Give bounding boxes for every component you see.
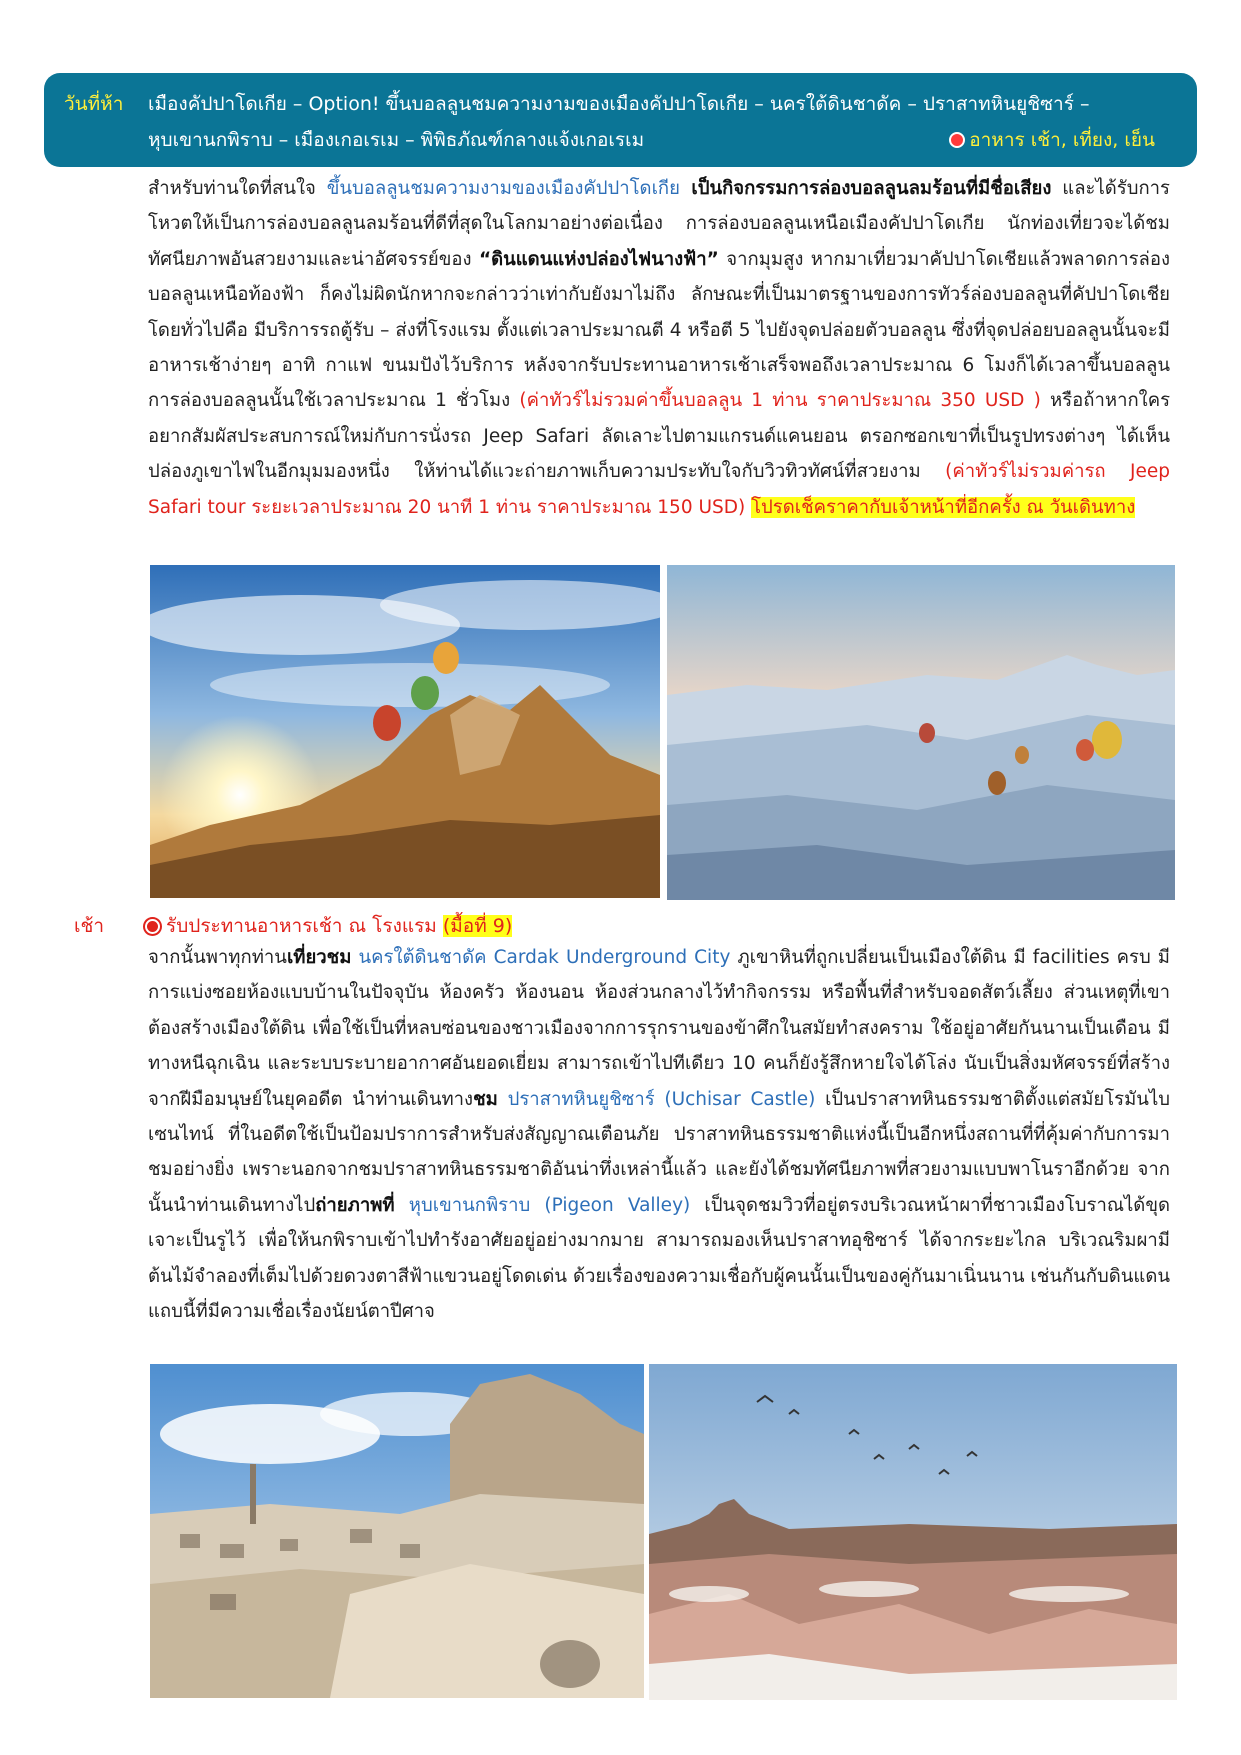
pigeon-valley-link-text: หุบเขานกพิราบ (Pigeon Valley) — [394, 1194, 691, 1216]
sightseeing-paragraph — [148, 940, 1170, 1329]
text-segment: สำหรับท่านใดที่สนใจ — [148, 178, 327, 199]
balloon-paragraph — [148, 171, 1170, 525]
bold-text: เป็นกิจกรรมการล่องบอลลูนลมร้อนที่มีชื่อเสียง — [679, 178, 1052, 199]
itinerary-line-2: หุบเขานกพิราบ – เมืองเกอเรเม – พิพิธภัณฑ์กลางแจ้งเกอเรเม — [148, 129, 645, 151]
breakfast-text: รับประทานอาหารเช้า ณ โรงแรม — [166, 915, 443, 937]
meal-icon — [949, 132, 965, 148]
itinerary-line-1: เมืองคัปปาโดเกีย – Option! ขึ้นบอลลูนชมความงามของเมืองคัปปาโดเกีย – นครใต้ดินชาดัค – ปราสาทหินยูชิซาร์ – — [148, 93, 1090, 115]
meals-text: อาหาร เช้า, เที่ยง, เย็น — [969, 129, 1155, 151]
balloon-link-text: ขึ้นบอลลูนชมความงามของเมืองคัปปาโดเกีย — [326, 178, 680, 199]
meal-number-badge: (มื้อที่ 9) — [442, 915, 513, 937]
cardak-link-text: นครใต้ดินชาดัค Cardak Underground City — [351, 947, 731, 968]
photo-balloons-sunrise — [150, 565, 660, 898]
price-check-highlight: โปรดเช็คราคากับเจ้าหน้าที่อีกครั้ง ณ วันเดินทาง — [751, 496, 1136, 518]
photo-uchisar-town — [150, 1364, 644, 1698]
text-segment: เป็นจุดชมวิวที่อยู่ตรงบริเวณหน้าผาที่ชาวเมืองโบราณได้ขุดเจาะเป็นรูไว้ เพื่อให้นกพิราบเข้าไปทำรังอาศัยอยู่อย่างมากมาย สามารถมองเห็นปราสาทอุชิซาร์ ได้จากระยะไกล บริเวณริมผามีต้นไม้จำลองที่เต็มไปด้วยดวงตาสีฟ้าแขวนอยู่โดดเด่น ด้วยเรื่องของความเชื่อกับผู้คนนั้นเป็นของคู่กันมาเนิ่นนาน เช่นกันกับดินแดนแถบนี้ที่มีความเชื่อเรื่องนัยน์ตาปีศาจ — [148, 1194, 1170, 1323]
meal-icon — [145, 919, 160, 934]
photo-pigeon-valley — [649, 1364, 1177, 1700]
jeep-price-note: (ค่าทัวร์ไม่รวมค่ารถ Jeep Safari tour ระยะเวลาประมาณ 20 นาที 1 ท่าน ราคาประมาณ 150 USD) — [148, 461, 1171, 518]
time-label-morning: เช้า — [74, 915, 105, 937]
bold-text: “ดินแดนแห่งปล่องไฟนางฟ้า” — [478, 248, 719, 270]
day-label: วันที่ห้า — [64, 93, 124, 115]
text-segment: และได้รับการโหวตให้เป็นการล่องบอลลูนลมร้อนที่ดีที่สุดในโลกมาอย่างต่อเนื่อง การล่องบอลลูนเหนือเมืองคัปปาโดเกีย นักท่องเที่ยวจะได้ชมทัศนียภาพอันสวยงามและน่าอัศจรรย์ของ — [148, 178, 1170, 270]
photo-snowy-valley-balloons — [667, 565, 1175, 900]
bold-text: ชม — [473, 1088, 498, 1110]
breakfast-line — [145, 911, 512, 941]
text-segment: ภูเขาหินที่ถูกเปลี่ยนเป็นเมืองใต้ดิน มี facilities ครบ มีการแบ่งซอยห้องแบบบ้านในปัจจุบัน ห้องครัว ห้องนอน ห้องส่วนกลางไว้ทำกิจกรรม หรือพื้นที่สำหรับจอดสัตว์เลี้ยง ส่วนเหตุที่เขาต้องสร้างเมืองใต้ดิน เพื่อใช้เป็นที่หลบซ่อนของชาวเมืองจากการรุกรานของข้าศึกในสมัยทำสงคราม ใช้อยู่อาศัยกันนานเป็นเดือน มีทางหนีฉุกเฉิน และระบบระบายอากาศอันยอดเยี่ยม สามารถเข้าไปทีเดียว 10 คนก็ยังรู้สึกหายใจได้โล่ง นับเป็นสิ่งมหัศจรรย์ที่สร้างจากฝีมือมนุษย์ในยุคอดีต นำท่านเดินทาง — [148, 947, 1170, 1110]
balloon-price-note: (ค่าทัวร์ไม่รวมค่าขึ้นบอลลูน 1 ท่าน ราคาประมาณ 350 USD ) — [519, 390, 1041, 412]
day-header-banner — [44, 73, 1197, 167]
bold-text: ถ่ายภาพที่ — [315, 1194, 395, 1216]
text-segment: หรือถ้าหากใครอยากสัมผัสประสบการณ์ใหม่กับการนั่งรถ Jeep Safari ลัดเลาะไปตามแกรนด์แคนยอน ตรอกซอกเขาที่เป็นรูปทรงต่างๆ ได้เห็นปล่องภูเขาไฟในอีกมุมมองหนึ่ง ให้ท่านได้แวะถ่ายภาพเก็บความประทับใจกับวิวทิวทัศน์ที่สวยงาม — [148, 390, 1171, 483]
text-segment: จากนั้นพาทุกท่าน — [148, 947, 287, 968]
uchisar-link-text: ปราสาทหินยูชิซาร์ (Uchisar Castle) — [497, 1088, 816, 1110]
meals-info — [949, 125, 1155, 155]
text-segment: จากมุมสูง หากมาเที่ยวมาคัปปาโดเชียแล้วพลาดการล่องบอลลูนเหนือท้องฟ้า ก็คงไม่ผิดนักหากจะกล่าวว่าเท่ากับยังมาไม่ถึง ลักษณะที่เป็นมาตรฐานของการทัวร์ล่องบอลลูนที่คัปปาโดเชียโดยทั่วไปคือ มีบริการรถตู้รับ – ส่งที่โรงแรม ตั้งแต่เวลาประมาณตี 4 หรือตี 5 ไปยังจุดปล่อยตัวบอลลูน ซึ่งที่จุดปล่อยบอลลูนนั้นจะมีอาหารเช้าง่ายๆ อาทิ กาแฟ ขนมปังไว้บริการ หลังจากรับประทานอาหารเช้าเสร็จพอถึงเวลาประมาณ 6 โมงก็ได้เวลาขึ้นบอลลูน การล่องบอลลูนนั้นใช้เวลาประมาณ 1 ชั่วโมง — [148, 248, 1170, 412]
bold-text: เที่ยวชม — [286, 947, 352, 968]
text-segment: เป็นปราสาทหินธรรมชาติตั้งแต่สมัยโรมันไบเซนไทน์ ที่ในอดีตใช้เป็นป้อมปราการสำหรับส่งสัญญาณเตือนภัย ปราสาทหินธรรมชาติแห่งนี้เป็นอีกหนึ่งสถานที่ที่คุ้มค่ากับการมาชมอย่างยิ่ง เพราะนอกจากชมปราสาทหินธรรมชาติอันน่าทึ่งเหล่านี้แล้ว และยังได้ชมทัศนียภาพที่สวยงามแบบพาโนราอีกด้วย จากนั้นนำท่านเดินทางไป — [148, 1088, 1170, 1216]
